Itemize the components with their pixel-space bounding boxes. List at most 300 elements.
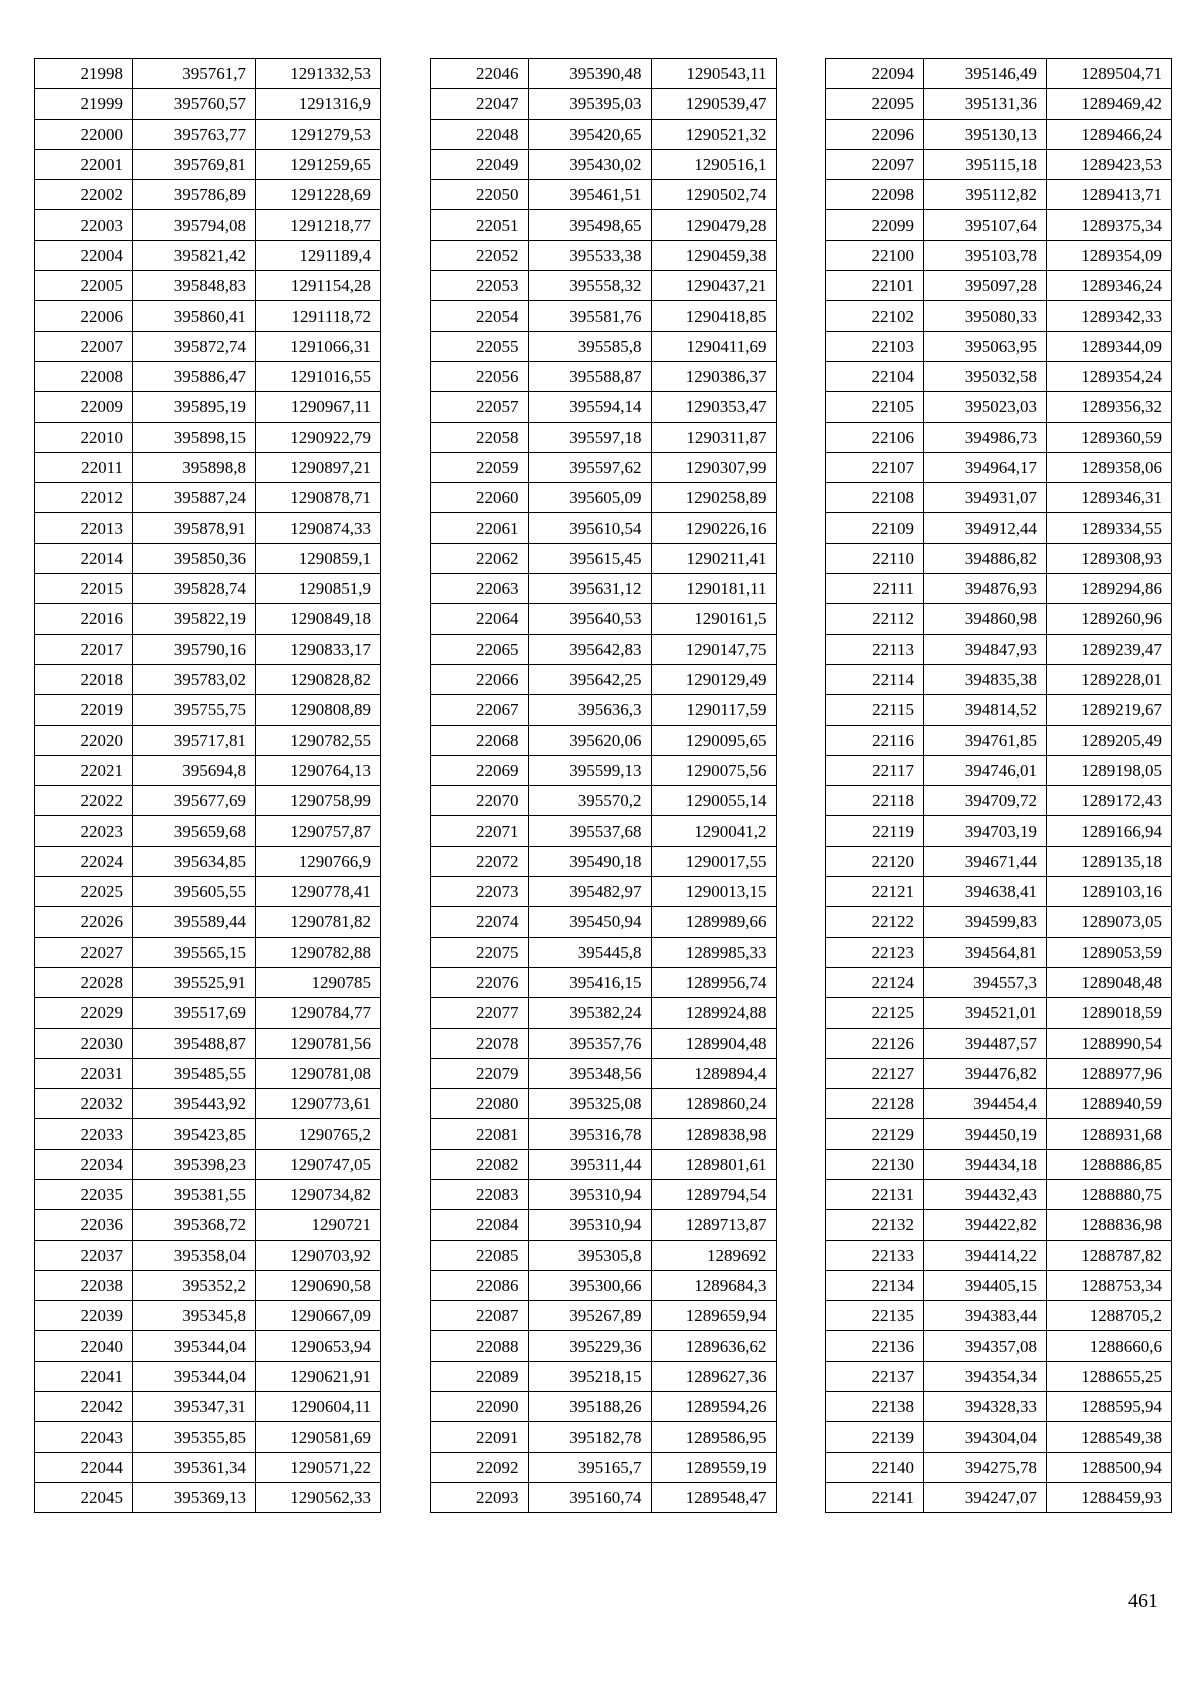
x-coordinate-cell: 395588,87 [528,361,651,391]
x-coordinate-cell: 394564,81 [924,937,1047,967]
y-coordinate-cell: 1289354,09 [1047,240,1172,270]
point-number-cell: 22115 [826,695,924,725]
y-coordinate-cell: 1289334,55 [1047,513,1172,543]
y-coordinate-cell: 1290828,82 [256,664,381,694]
point-number-cell: 22074 [430,907,528,937]
point-number-cell: 22042 [35,1392,133,1422]
y-coordinate-cell: 1289053,59 [1047,937,1172,967]
table-row [826,301,1172,331]
y-coordinate-cell: 1288459,93 [1047,1482,1172,1512]
x-coordinate-cell: 395636,3 [528,695,651,725]
y-coordinate-cell: 1288655,25 [1047,1361,1172,1391]
point-number-cell: 22000 [35,119,133,149]
y-coordinate-cell: 1290307,99 [651,452,776,482]
x-coordinate-cell: 394761,85 [924,725,1047,755]
point-number-cell: 22022 [35,786,133,816]
y-coordinate-cell: 1291228,69 [256,180,381,210]
table-row [826,361,1172,391]
x-coordinate-cell: 395316,78 [528,1119,651,1149]
table-row [826,574,1172,604]
point-number-cell: 22023 [35,816,133,846]
x-coordinate-cell: 395416,15 [528,967,651,997]
point-number-cell: 22133 [826,1240,924,1270]
x-coordinate-cell: 395783,02 [133,664,256,694]
table-row [35,1301,381,1331]
x-coordinate-cell: 395878,91 [133,513,256,543]
y-coordinate-cell: 1290095,65 [651,725,776,755]
x-coordinate-cell: 395872,74 [133,331,256,361]
table-row [826,1301,1172,1331]
point-number-cell: 22109 [826,513,924,543]
point-number-cell: 22135 [826,1301,924,1331]
table-row [826,998,1172,1028]
y-coordinate-cell: 1290778,41 [256,877,381,907]
x-coordinate-cell: 395369,13 [133,1482,256,1512]
table-row [35,816,381,846]
point-number-cell: 22075 [430,937,528,967]
x-coordinate-cell: 395610,54 [528,513,651,543]
table-row [430,907,776,937]
x-coordinate-cell: 394414,22 [924,1240,1047,1270]
x-coordinate-cell: 395395,03 [528,89,651,119]
x-coordinate-cell: 395597,62 [528,452,651,482]
y-coordinate-cell: 1289358,06 [1047,452,1172,482]
table-row [826,816,1172,846]
table-row [35,1210,381,1240]
point-number-cell: 22069 [430,755,528,785]
x-coordinate-cell: 395898,8 [133,452,256,482]
y-coordinate-cell: 1289346,31 [1047,483,1172,513]
y-coordinate-cell: 1290117,59 [651,695,776,725]
point-number-cell: 22101 [826,271,924,301]
y-coordinate-cell: 1291016,55 [256,361,381,391]
point-number-cell: 22035 [35,1179,133,1209]
y-coordinate-cell: 1290353,47 [651,392,776,422]
table-row [430,1422,776,1452]
x-coordinate-cell: 395498,65 [528,210,651,240]
x-coordinate-cell: 395115,18 [924,149,1047,179]
page-number: 461 [1128,1590,1158,1612]
x-coordinate-cell: 394357,08 [924,1331,1047,1361]
table-row [35,1179,381,1209]
point-number-cell: 22047 [430,89,528,119]
y-coordinate-cell: 1291118,72 [256,301,381,331]
y-coordinate-cell: 1291259,65 [256,149,381,179]
point-number-cell: 22072 [430,846,528,876]
y-coordinate-cell: 1288940,59 [1047,1089,1172,1119]
y-coordinate-cell: 1289894,4 [651,1058,776,1088]
y-coordinate-cell: 1288886,85 [1047,1149,1172,1179]
x-coordinate-cell: 395361,34 [133,1452,256,1482]
table-row [35,452,381,482]
x-coordinate-cell: 394876,93 [924,574,1047,604]
point-number-cell: 22031 [35,1058,133,1088]
table-row [35,725,381,755]
y-coordinate-cell: 1289135,18 [1047,846,1172,876]
x-coordinate-cell: 395525,91 [133,967,256,997]
y-coordinate-cell: 1289413,71 [1047,180,1172,210]
y-coordinate-cell: 1290734,82 [256,1179,381,1209]
coordinate-table-2 [430,58,777,1513]
x-coordinate-cell: 395794,08 [133,210,256,240]
x-coordinate-cell: 395381,55 [133,1179,256,1209]
table-row [430,574,776,604]
point-number-cell: 22007 [35,331,133,361]
point-number-cell: 22011 [35,452,133,482]
x-coordinate-cell: 394304,04 [924,1422,1047,1452]
x-coordinate-cell: 395485,55 [133,1058,256,1088]
y-coordinate-cell: 1290041,2 [651,816,776,846]
point-number-cell: 22120 [826,846,924,876]
table-row [826,877,1172,907]
point-number-cell: 22003 [35,210,133,240]
table-row [430,361,776,391]
point-number-cell: 22044 [35,1452,133,1482]
table-row [35,604,381,634]
point-number-cell: 22046 [430,59,528,89]
point-number-cell: 22028 [35,967,133,997]
y-coordinate-cell: 1289356,32 [1047,392,1172,422]
y-coordinate-cell: 1290075,56 [651,755,776,785]
table-row [826,846,1172,876]
y-coordinate-cell: 1290781,56 [256,1028,381,1058]
table-row [826,967,1172,997]
table-row [430,1452,776,1482]
point-number-cell: 22081 [430,1119,528,1149]
table-row [826,210,1172,240]
point-number-cell: 22084 [430,1210,528,1240]
table-row [35,149,381,179]
point-number-cell: 22114 [826,664,924,694]
point-number-cell: 22138 [826,1392,924,1422]
point-number-cell: 22008 [35,361,133,391]
point-number-cell: 22136 [826,1331,924,1361]
x-coordinate-cell: 395850,36 [133,543,256,573]
table-row [430,816,776,846]
point-number-cell: 22088 [430,1331,528,1361]
x-coordinate-cell: 395615,45 [528,543,651,573]
x-coordinate-cell: 395097,28 [924,271,1047,301]
point-number-cell: 22024 [35,846,133,876]
table-row [826,543,1172,573]
x-coordinate-cell: 394405,15 [924,1270,1047,1300]
x-coordinate-cell: 394557,3 [924,967,1047,997]
y-coordinate-cell: 1289219,67 [1047,695,1172,725]
table-row [430,1331,776,1361]
y-coordinate-cell: 1289346,24 [1047,271,1172,301]
x-coordinate-cell: 395357,76 [528,1028,651,1058]
x-coordinate-cell: 394434,18 [924,1149,1047,1179]
y-coordinate-cell: 1289342,33 [1047,301,1172,331]
table-row [35,907,381,937]
y-coordinate-cell: 1289586,95 [651,1422,776,1452]
point-number-cell: 22085 [430,1240,528,1270]
x-coordinate-cell: 394354,34 [924,1361,1047,1391]
x-coordinate-cell: 395769,81 [133,149,256,179]
point-number-cell: 22124 [826,967,924,997]
x-coordinate-cell: 395895,19 [133,392,256,422]
x-coordinate-cell: 395886,47 [133,361,256,391]
table-row [430,543,776,573]
table-row [35,967,381,997]
table-body [35,59,381,1513]
table-row [826,937,1172,967]
y-coordinate-cell: 1290874,33 [256,513,381,543]
point-number-cell: 22059 [430,452,528,482]
table-row [826,1422,1172,1452]
y-coordinate-cell: 1291218,77 [256,210,381,240]
y-coordinate-cell: 1290922,79 [256,422,381,452]
point-number-cell: 22055 [430,331,528,361]
table-row [35,1422,381,1452]
table-row [826,1270,1172,1300]
table-row [430,1301,776,1331]
table-row [826,907,1172,937]
x-coordinate-cell: 395634,85 [133,846,256,876]
table-row [826,725,1172,755]
table-row [430,604,776,634]
point-number-cell: 22113 [826,634,924,664]
table-row [826,1240,1172,1270]
x-coordinate-cell: 395620,06 [528,725,651,755]
table-row [430,59,776,89]
point-number-cell: 22083 [430,1179,528,1209]
x-coordinate-cell: 395461,51 [528,180,651,210]
x-coordinate-cell: 395565,15 [133,937,256,967]
y-coordinate-cell: 1289504,71 [1047,59,1172,89]
table-row [35,1058,381,1088]
point-number-cell: 22052 [430,240,528,270]
table-row [35,1240,381,1270]
x-coordinate-cell: 395443,92 [133,1089,256,1119]
x-coordinate-cell: 394709,72 [924,786,1047,816]
x-coordinate-cell: 395887,24 [133,483,256,513]
y-coordinate-cell: 1290055,14 [651,786,776,816]
point-number-cell: 22032 [35,1089,133,1119]
table-row [826,755,1172,785]
x-coordinate-cell: 395790,16 [133,634,256,664]
x-coordinate-cell: 394746,01 [924,755,1047,785]
table-row [430,149,776,179]
y-coordinate-cell: 1290161,5 [651,604,776,634]
y-coordinate-cell: 1289904,48 [651,1028,776,1058]
y-coordinate-cell: 1289559,19 [651,1452,776,1482]
table-row [35,361,381,391]
x-coordinate-cell: 395659,68 [133,816,256,846]
y-coordinate-cell: 1290764,13 [256,755,381,785]
table-row [430,664,776,694]
x-coordinate-cell: 395218,15 [528,1361,651,1391]
x-coordinate-cell: 394422,82 [924,1210,1047,1240]
point-number-cell: 22034 [35,1149,133,1179]
table-row [35,422,381,452]
x-coordinate-cell: 395390,48 [528,59,651,89]
y-coordinate-cell: 1291154,28 [256,271,381,301]
table-row [35,1270,381,1300]
y-coordinate-cell: 1289548,47 [651,1482,776,1512]
x-coordinate-cell: 394432,43 [924,1179,1047,1209]
point-number-cell: 22056 [430,361,528,391]
x-coordinate-cell: 395305,8 [528,1240,651,1270]
y-coordinate-cell: 1290013,15 [651,877,776,907]
point-number-cell: 22119 [826,816,924,846]
y-coordinate-cell: 1288753,34 [1047,1270,1172,1300]
table-row [430,755,776,785]
table-row [35,937,381,967]
point-number-cell: 22002 [35,180,133,210]
x-coordinate-cell: 395605,09 [528,483,651,513]
y-coordinate-cell: 1288931,68 [1047,1119,1172,1149]
y-coordinate-cell: 1290667,09 [256,1301,381,1331]
y-coordinate-cell: 1290543,11 [651,59,776,89]
point-number-cell: 22103 [826,331,924,361]
point-number-cell: 22060 [430,483,528,513]
point-number-cell: 22029 [35,998,133,1028]
y-coordinate-cell: 1289692 [651,1240,776,1270]
point-number-cell: 22057 [430,392,528,422]
table-body [826,59,1172,1513]
y-coordinate-cell: 1289469,42 [1047,89,1172,119]
y-coordinate-cell: 1289860,24 [651,1089,776,1119]
x-coordinate-cell: 395860,41 [133,301,256,331]
table-row [35,1361,381,1391]
table-row [826,1149,1172,1179]
x-coordinate-cell: 395642,25 [528,664,651,694]
table-row [35,331,381,361]
y-coordinate-cell: 1289801,61 [651,1149,776,1179]
table-row [35,998,381,1028]
x-coordinate-cell: 395112,82 [924,180,1047,210]
point-number-cell: 22018 [35,664,133,694]
table-row [430,1149,776,1179]
table-row [430,331,776,361]
table-row [826,1179,1172,1209]
point-number-cell: 22107 [826,452,924,482]
point-number-cell: 22102 [826,301,924,331]
point-number-cell: 22105 [826,392,924,422]
table-row [826,786,1172,816]
table-row [826,1482,1172,1512]
point-number-cell: 22139 [826,1422,924,1452]
x-coordinate-cell: 395032,58 [924,361,1047,391]
x-coordinate-cell: 395599,13 [528,755,651,785]
y-coordinate-cell: 1290621,91 [256,1361,381,1391]
point-number-cell: 22053 [430,271,528,301]
table-row [430,483,776,513]
point-number-cell: 22128 [826,1089,924,1119]
point-number-cell: 22049 [430,149,528,179]
y-coordinate-cell: 1290703,92 [256,1240,381,1270]
x-coordinate-cell: 395605,55 [133,877,256,907]
x-coordinate-cell: 395537,68 [528,816,651,846]
point-number-cell: 22051 [430,210,528,240]
x-coordinate-cell: 394886,82 [924,543,1047,573]
table-row [35,543,381,573]
y-coordinate-cell: 1289838,98 [651,1119,776,1149]
table-row [430,1392,776,1422]
point-number-cell: 22012 [35,483,133,513]
point-number-cell: 22065 [430,634,528,664]
y-coordinate-cell: 1289073,05 [1047,907,1172,937]
table-row [430,725,776,755]
table-row [430,998,776,1028]
y-coordinate-cell: 1290782,88 [256,937,381,967]
point-number-cell: 22098 [826,180,924,210]
point-number-cell: 22045 [35,1482,133,1512]
y-coordinate-cell: 1290690,58 [256,1270,381,1300]
point-number-cell: 22064 [430,604,528,634]
x-coordinate-cell: 394847,93 [924,634,1047,664]
x-coordinate-cell: 395080,33 [924,301,1047,331]
x-coordinate-cell: 395146,49 [924,59,1047,89]
table-row [826,149,1172,179]
table-row [826,695,1172,725]
table-row [430,89,776,119]
y-coordinate-cell: 1289375,34 [1047,210,1172,240]
coordinate-tables [34,58,1172,1513]
x-coordinate-cell: 395130,13 [924,119,1047,149]
point-number-cell: 22131 [826,1179,924,1209]
y-coordinate-cell: 1290226,16 [651,513,776,543]
x-coordinate-cell: 395642,83 [528,634,651,664]
x-coordinate-cell: 395898,15 [133,422,256,452]
point-number-cell: 22111 [826,574,924,604]
x-coordinate-cell: 395821,42 [133,240,256,270]
y-coordinate-cell: 1289205,49 [1047,725,1172,755]
y-coordinate-cell: 1290459,38 [651,240,776,270]
y-coordinate-cell: 1290721 [256,1210,381,1240]
x-coordinate-cell: 395131,36 [924,89,1047,119]
y-coordinate-cell: 1289198,05 [1047,755,1172,785]
table-row [430,210,776,240]
point-number-cell: 22104 [826,361,924,391]
x-coordinate-cell: 394835,38 [924,664,1047,694]
coordinate-table-3 [825,58,1172,1513]
table-row [430,1179,776,1209]
y-coordinate-cell: 1289239,47 [1047,634,1172,664]
table-row [35,1331,381,1361]
point-number-cell: 22071 [430,816,528,846]
x-coordinate-cell: 394703,19 [924,816,1047,846]
point-number-cell: 22048 [430,119,528,149]
x-coordinate-cell: 394521,01 [924,998,1047,1028]
table-row [826,331,1172,361]
y-coordinate-cell: 1290129,49 [651,664,776,694]
x-coordinate-cell: 395325,08 [528,1089,651,1119]
y-coordinate-cell: 1290781,82 [256,907,381,937]
x-coordinate-cell: 395368,72 [133,1210,256,1240]
table-row [430,1058,776,1088]
x-coordinate-cell: 394671,44 [924,846,1047,876]
point-number-cell: 22094 [826,59,924,89]
table-row [430,1270,776,1300]
point-number-cell: 22039 [35,1301,133,1331]
y-coordinate-cell: 1290181,11 [651,574,776,604]
point-number-cell: 22129 [826,1119,924,1149]
point-number-cell: 22040 [35,1331,133,1361]
point-number-cell: 22001 [35,149,133,179]
y-coordinate-cell: 1289360,59 [1047,422,1172,452]
point-number-cell: 22086 [430,1270,528,1300]
table-row [35,180,381,210]
point-number-cell: 22096 [826,119,924,149]
x-coordinate-cell: 394814,52 [924,695,1047,725]
point-number-cell: 22036 [35,1210,133,1240]
x-coordinate-cell: 394599,83 [924,907,1047,937]
table-row [430,271,776,301]
table-row [826,664,1172,694]
point-number-cell: 22140 [826,1452,924,1482]
